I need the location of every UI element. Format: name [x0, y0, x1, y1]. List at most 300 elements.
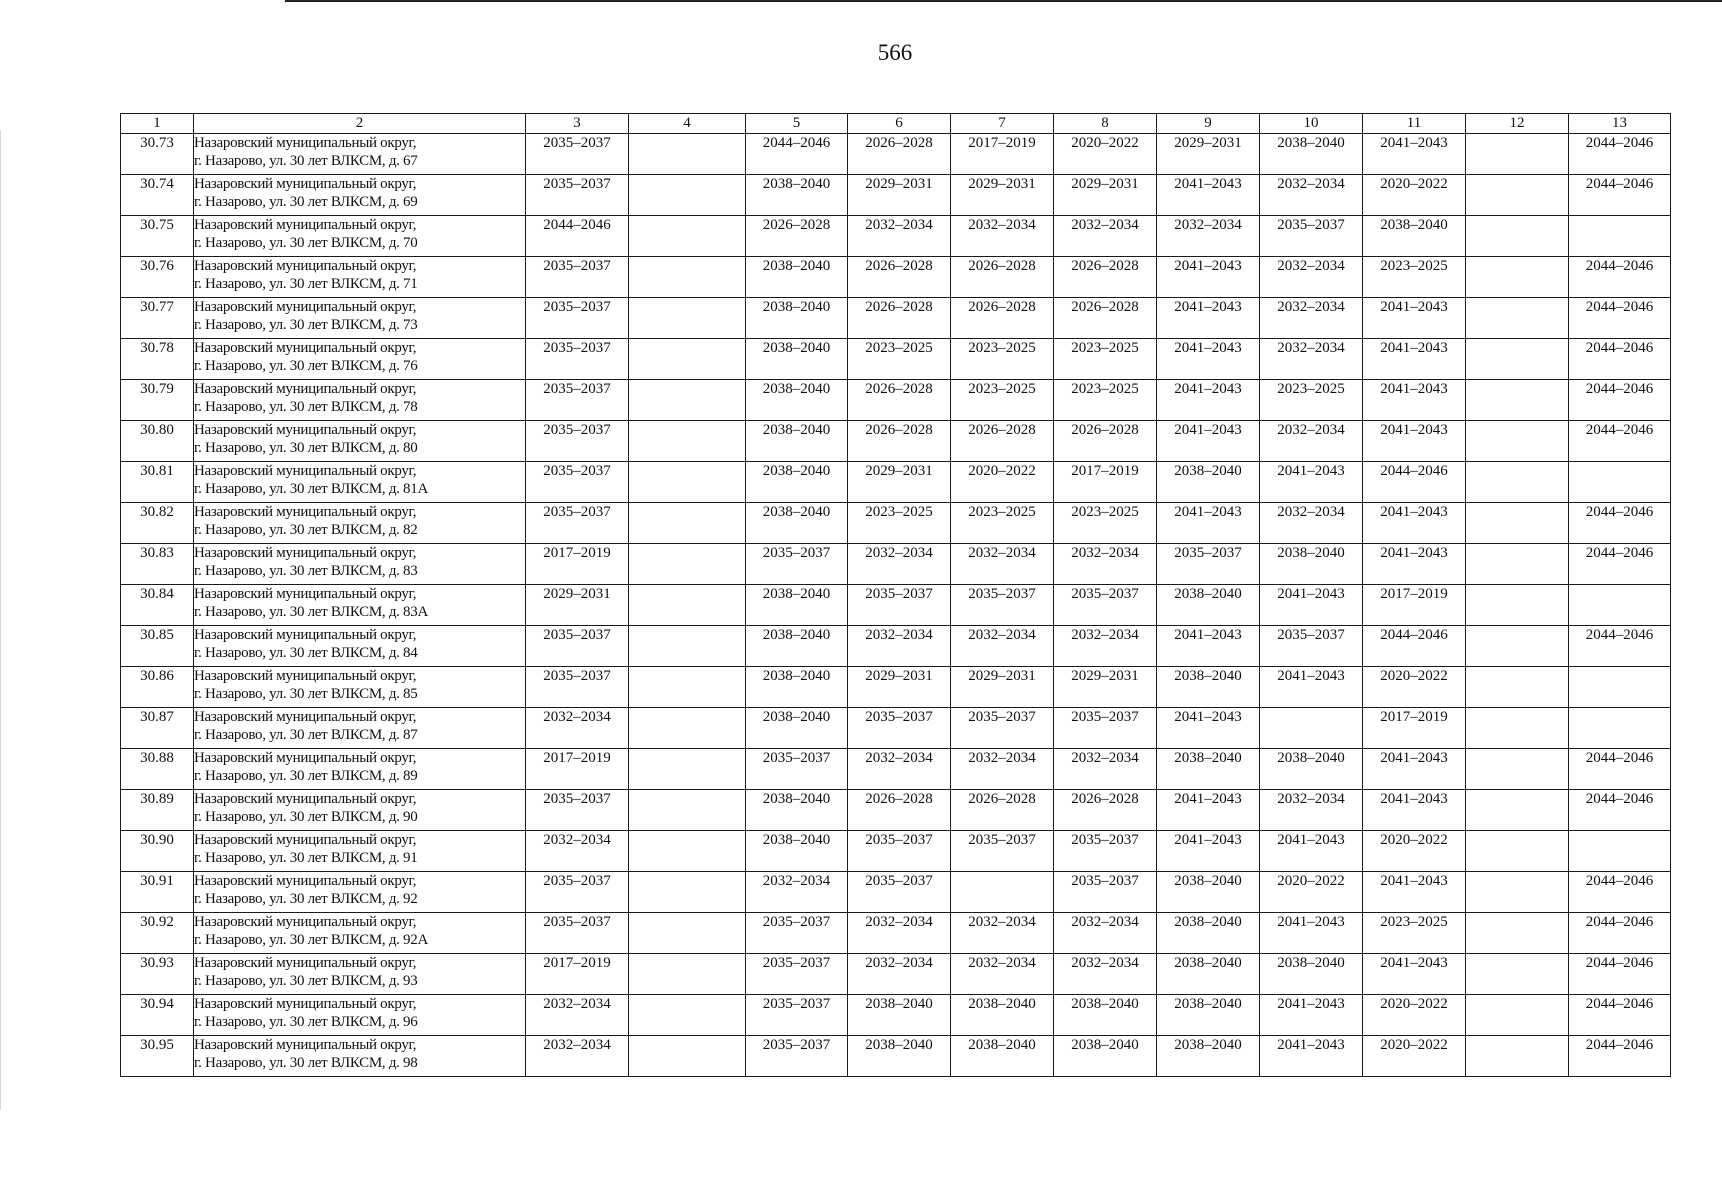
address-district: Назаровский муниципальный округ, — [194, 955, 417, 971]
year-range-cell — [1466, 503, 1569, 544]
address-district: Назаровский муниципальный округ, — [194, 832, 417, 848]
year-range-cell: 2041–2043 — [1363, 298, 1466, 339]
year-range-cell: 2035–2037 — [526, 298, 629, 339]
year-range-cell: 2035–2037 — [746, 954, 848, 995]
year-range-cell — [629, 872, 746, 913]
year-range-cell — [629, 257, 746, 298]
year-range-cell: 2032–2034 — [1157, 216, 1260, 257]
year-range-cell: 2035–2037 — [526, 257, 629, 298]
address-street: г. Назарово, ул. 30 лет ВЛКСМ, д. 69 — [194, 194, 418, 210]
address-district: Назаровский муниципальный округ, — [194, 1037, 417, 1053]
address-street: г. Назарово, ул. 30 лет ВЛКСМ, д. 67 — [194, 153, 418, 169]
year-range-cell: 2032–2034 — [1054, 749, 1157, 790]
address-cell — [194, 298, 526, 339]
year-range-cell: 2020–2022 — [1363, 667, 1466, 708]
year-range-cell: 2038–2040 — [1260, 544, 1363, 585]
year-range-cell: 2038–2040 — [746, 298, 848, 339]
year-range-cell: 2035–2037 — [1054, 872, 1157, 913]
year-range-cell: 2032–2034 — [526, 708, 629, 749]
column-header: 3 — [526, 114, 629, 134]
year-range-cell: 2041–2043 — [1157, 421, 1260, 462]
row-number: 30.94 — [121, 995, 194, 1036]
year-range-cell: 2044–2046 — [1569, 544, 1671, 585]
year-range-cell: 2041–2043 — [1157, 175, 1260, 216]
table-row — [121, 216, 1671, 257]
year-range-cell: 2038–2040 — [1157, 667, 1260, 708]
column-header: 9 — [1157, 114, 1260, 134]
year-range-cell: 2026–2028 — [1054, 421, 1157, 462]
address-cell — [194, 790, 526, 831]
year-range-cell: 2041–2043 — [1157, 257, 1260, 298]
year-range-cell — [1466, 339, 1569, 380]
table-row — [121, 380, 1671, 421]
year-range-cell: 2044–2046 — [1569, 175, 1671, 216]
year-range-cell — [1466, 1036, 1569, 1077]
address-street: г. Назарово, ул. 30 лет ВЛКСМ, д. 98 — [194, 1055, 418, 1071]
address-cell — [194, 872, 526, 913]
year-range-cell: 2041–2043 — [1260, 913, 1363, 954]
year-range-cell — [629, 421, 746, 462]
address-street: г. Назарово, ул. 30 лет ВЛКСМ, д. 84 — [194, 645, 418, 661]
address-district: Назаровский муниципальный округ, — [194, 914, 417, 930]
row-number: 30.88 — [121, 749, 194, 790]
year-range-cell: 2035–2037 — [1157, 544, 1260, 585]
year-range-cell: 2035–2037 — [526, 175, 629, 216]
year-range-cell: 2044–2046 — [526, 216, 629, 257]
address-cell — [194, 462, 526, 503]
address-district: Назаровский муниципальный округ, — [194, 299, 417, 315]
year-range-cell: 2026–2028 — [848, 421, 951, 462]
year-range-cell: 2017–2019 — [526, 749, 629, 790]
year-range-cell — [1466, 216, 1569, 257]
year-range-cell — [1466, 995, 1569, 1036]
year-range-cell: 2041–2043 — [1157, 831, 1260, 872]
year-range-cell: 2044–2046 — [1569, 257, 1671, 298]
year-range-cell: 2026–2028 — [951, 790, 1054, 831]
year-range-cell: 2038–2040 — [746, 667, 848, 708]
year-range-cell: 2032–2034 — [951, 216, 1054, 257]
year-range-cell: 2035–2037 — [526, 913, 629, 954]
year-range-cell — [1569, 462, 1671, 503]
year-range-cell: 2023–2025 — [1054, 503, 1157, 544]
year-range-cell: 2044–2046 — [1569, 421, 1671, 462]
address-district: Назаровский муниципальный округ, — [194, 463, 417, 479]
row-number: 30.77 — [121, 298, 194, 339]
year-range-cell: 2035–2037 — [526, 626, 629, 667]
year-range-cell — [1466, 298, 1569, 339]
year-range-cell: 2035–2037 — [746, 749, 848, 790]
year-range-cell: 2017–2019 — [1363, 708, 1466, 749]
year-range-cell — [1466, 790, 1569, 831]
row-number: 30.90 — [121, 831, 194, 872]
table-row — [121, 790, 1671, 831]
year-range-cell: 2044–2046 — [1569, 790, 1671, 831]
address-street: г. Назарово, ул. 30 лет ВЛКСМ, д. 81А — [194, 481, 428, 497]
year-range-cell — [1466, 831, 1569, 872]
address-district: Назаровский муниципальный округ, — [194, 340, 417, 356]
address-cell — [194, 749, 526, 790]
table-row — [121, 257, 1671, 298]
year-range-cell: 2038–2040 — [746, 339, 848, 380]
year-range-cell: 2032–2034 — [1260, 298, 1363, 339]
year-range-cell: 2044–2046 — [1569, 954, 1671, 995]
year-range-cell: 2038–2040 — [746, 503, 848, 544]
year-range-cell: 2038–2040 — [746, 257, 848, 298]
year-range-cell — [629, 462, 746, 503]
year-range-cell — [1569, 585, 1671, 626]
year-range-cell — [629, 175, 746, 216]
year-range-cell — [629, 790, 746, 831]
row-number: 30.76 — [121, 257, 194, 298]
address-street: г. Назарово, ул. 30 лет ВЛКСМ, д. 85 — [194, 686, 418, 702]
year-range-cell: 2026–2028 — [1054, 790, 1157, 831]
year-range-cell: 2032–2034 — [848, 749, 951, 790]
year-range-cell: 2032–2034 — [951, 749, 1054, 790]
year-range-cell — [1466, 175, 1569, 216]
row-number: 30.91 — [121, 872, 194, 913]
address-cell — [194, 503, 526, 544]
year-range-cell — [1466, 585, 1569, 626]
address-district: Назаровский муниципальный округ, — [194, 750, 417, 766]
year-range-cell: 2038–2040 — [1157, 1036, 1260, 1077]
year-range-cell: 2026–2028 — [848, 790, 951, 831]
address-cell — [194, 1036, 526, 1077]
row-number: 30.87 — [121, 708, 194, 749]
year-range-cell — [1466, 708, 1569, 749]
year-range-cell: 2038–2040 — [1054, 995, 1157, 1036]
year-range-cell: 2035–2037 — [746, 913, 848, 954]
address-street: г. Назарово, ул. 30 лет ВЛКСМ, д. 90 — [194, 809, 418, 825]
year-range-cell: 2035–2037 — [848, 585, 951, 626]
year-range-cell: 2032–2034 — [848, 216, 951, 257]
address-cell — [194, 544, 526, 585]
year-range-cell: 2041–2043 — [1260, 1036, 1363, 1077]
year-range-cell — [629, 831, 746, 872]
column-header: 6 — [848, 114, 951, 134]
year-range-cell: 2038–2040 — [1157, 872, 1260, 913]
year-range-cell: 2035–2037 — [1260, 216, 1363, 257]
year-range-cell — [629, 585, 746, 626]
address-district: Назаровский муниципальный округ, — [194, 545, 417, 561]
year-range-cell: 2041–2043 — [1260, 831, 1363, 872]
year-range-cell: 2038–2040 — [1157, 462, 1260, 503]
year-range-cell: 2023–2025 — [1054, 339, 1157, 380]
year-range-cell: 2041–2043 — [1260, 462, 1363, 503]
year-range-cell — [629, 380, 746, 421]
year-range-cell — [629, 954, 746, 995]
year-range-cell: 2035–2037 — [526, 790, 629, 831]
year-range-cell: 2026–2028 — [1054, 257, 1157, 298]
year-range-cell: 2035–2037 — [848, 831, 951, 872]
row-number: 30.81 — [121, 462, 194, 503]
year-range-cell: 2038–2040 — [951, 995, 1054, 1036]
year-range-cell: 2023–2025 — [951, 503, 1054, 544]
year-range-cell: 2032–2034 — [1054, 216, 1157, 257]
year-range-cell: 2032–2034 — [1260, 790, 1363, 831]
year-range-cell — [1466, 421, 1569, 462]
year-range-cell: 2035–2037 — [848, 872, 951, 913]
year-range-cell: 2029–2031 — [951, 175, 1054, 216]
table-row — [121, 954, 1671, 995]
year-range-cell — [629, 708, 746, 749]
address-cell — [194, 831, 526, 872]
address-cell — [194, 995, 526, 1036]
table-row — [121, 913, 1671, 954]
year-range-cell: 2038–2040 — [746, 175, 848, 216]
year-range-cell: 2035–2037 — [526, 503, 629, 544]
address-cell — [194, 134, 526, 175]
column-header: 8 — [1054, 114, 1157, 134]
year-range-cell: 2023–2025 — [951, 339, 1054, 380]
address-street: г. Назарово, ул. 30 лет ВЛКСМ, д. 70 — [194, 235, 418, 251]
year-range-cell — [629, 134, 746, 175]
year-range-cell: 2044–2046 — [1569, 749, 1671, 790]
year-range-cell: 2035–2037 — [1054, 831, 1157, 872]
table-body — [121, 134, 1671, 1077]
year-range-cell: 2038–2040 — [1157, 954, 1260, 995]
year-range-cell: 2035–2037 — [848, 708, 951, 749]
year-range-cell: 2032–2034 — [1054, 626, 1157, 667]
table-row — [121, 462, 1671, 503]
year-range-cell: 2017–2019 — [526, 954, 629, 995]
table-row — [121, 175, 1671, 216]
year-range-cell: 2038–2040 — [746, 585, 848, 626]
year-range-cell: 2029–2031 — [1157, 134, 1260, 175]
year-range-cell: 2032–2034 — [1054, 954, 1157, 995]
year-range-cell — [629, 503, 746, 544]
year-range-cell — [1466, 913, 1569, 954]
year-range-cell: 2032–2034 — [848, 913, 951, 954]
year-range-cell: 2038–2040 — [1157, 585, 1260, 626]
row-number: 30.84 — [121, 585, 194, 626]
year-range-cell — [1466, 544, 1569, 585]
year-range-cell: 2020–2022 — [1054, 134, 1157, 175]
year-range-cell: 2041–2043 — [1363, 872, 1466, 913]
year-range-cell: 2017–2019 — [526, 544, 629, 585]
year-range-cell: 2041–2043 — [1260, 667, 1363, 708]
address-district: Назаровский муниципальный округ, — [194, 586, 417, 602]
address-street: г. Назарово, ул. 30 лет ВЛКСМ, д. 82 — [194, 522, 418, 538]
year-range-cell: 2044–2046 — [1363, 462, 1466, 503]
address-cell — [194, 585, 526, 626]
year-range-cell: 2029–2031 — [848, 462, 951, 503]
table-row — [121, 667, 1671, 708]
table-row — [121, 134, 1671, 175]
table-row — [121, 626, 1671, 667]
year-range-cell — [629, 749, 746, 790]
year-range-cell: 2044–2046 — [1569, 339, 1671, 380]
year-range-cell: 2023–2025 — [1363, 257, 1466, 298]
year-range-cell — [1260, 708, 1363, 749]
address-cell — [194, 421, 526, 462]
year-range-cell: 2032–2034 — [1260, 421, 1363, 462]
column-header: 13 — [1569, 114, 1671, 134]
row-number: 30.93 — [121, 954, 194, 995]
page-number: 566 — [877, 40, 913, 65]
year-range-cell: 2038–2040 — [848, 1036, 951, 1077]
year-range-cell: 2029–2031 — [951, 667, 1054, 708]
year-range-cell: 2044–2046 — [1569, 134, 1671, 175]
year-range-cell: 2032–2034 — [951, 626, 1054, 667]
year-range-cell: 2041–2043 — [1157, 298, 1260, 339]
year-range-cell: 2044–2046 — [1569, 872, 1671, 913]
year-range-cell — [1466, 134, 1569, 175]
year-range-cell — [629, 667, 746, 708]
row-number: 30.80 — [121, 421, 194, 462]
year-range-cell: 2032–2034 — [526, 995, 629, 1036]
year-range-cell: 2038–2040 — [1157, 995, 1260, 1036]
year-range-cell — [1569, 216, 1671, 257]
year-range-cell: 2035–2037 — [526, 339, 629, 380]
year-range-cell: 2020–2022 — [1363, 995, 1466, 1036]
year-range-cell: 2026–2028 — [746, 216, 848, 257]
row-number: 30.85 — [121, 626, 194, 667]
table-row — [121, 995, 1671, 1036]
year-range-cell: 2038–2040 — [746, 626, 848, 667]
row-number: 30.75 — [121, 216, 194, 257]
year-range-cell: 2038–2040 — [1260, 954, 1363, 995]
top-rule — [285, 0, 1722, 2]
year-range-cell — [1569, 831, 1671, 872]
address-street: г. Назарово, ул. 30 лет ВЛКСМ, д. 80 — [194, 440, 418, 456]
row-number: 30.79 — [121, 380, 194, 421]
year-range-cell — [1466, 462, 1569, 503]
table-row — [121, 503, 1671, 544]
year-range-cell: 2032–2034 — [951, 954, 1054, 995]
year-range-cell: 2044–2046 — [1569, 503, 1671, 544]
address-district: Назаровский муниципальный округ, — [194, 873, 417, 889]
year-range-cell: 2032–2034 — [848, 544, 951, 585]
address-street: г. Назарово, ул. 30 лет ВЛКСМ, д. 92 — [194, 891, 418, 907]
year-range-cell: 2041–2043 — [1363, 503, 1466, 544]
year-range-cell: 2023–2025 — [951, 380, 1054, 421]
year-range-cell: 2035–2037 — [1054, 585, 1157, 626]
year-range-cell: 2032–2034 — [1260, 503, 1363, 544]
year-range-cell — [629, 913, 746, 954]
year-range-cell: 2032–2034 — [951, 544, 1054, 585]
year-range-cell — [629, 995, 746, 1036]
address-cell — [194, 380, 526, 421]
year-range-cell: 2026–2028 — [848, 380, 951, 421]
address-street: г. Назарово, ул. 30 лет ВЛКСМ, д. 83А — [194, 604, 428, 620]
year-range-cell — [951, 872, 1054, 913]
year-range-cell — [1466, 380, 1569, 421]
year-range-cell: 2020–2022 — [1363, 831, 1466, 872]
address-street: г. Назарово, ул. 30 лет ВЛКСМ, д. 96 — [194, 1014, 418, 1030]
year-range-cell: 2044–2046 — [1569, 913, 1671, 954]
year-range-cell — [629, 339, 746, 380]
year-range-cell: 2026–2028 — [848, 257, 951, 298]
year-range-cell: 2032–2034 — [1054, 544, 1157, 585]
row-number: 30.73 — [121, 134, 194, 175]
year-range-cell: 2044–2046 — [1569, 995, 1671, 1036]
column-header: 10 — [1260, 114, 1363, 134]
year-range-cell: 2035–2037 — [526, 421, 629, 462]
year-range-cell — [1466, 872, 1569, 913]
year-range-cell: 2041–2043 — [1157, 380, 1260, 421]
year-range-cell: 2038–2040 — [746, 380, 848, 421]
address-cell — [194, 954, 526, 995]
row-number: 30.83 — [121, 544, 194, 585]
year-range-cell — [1569, 667, 1671, 708]
year-range-cell: 2038–2040 — [746, 708, 848, 749]
year-range-cell: 2017–2019 — [1363, 585, 1466, 626]
year-range-cell: 2041–2043 — [1363, 749, 1466, 790]
row-number: 30.78 — [121, 339, 194, 380]
year-range-cell: 2035–2037 — [1260, 626, 1363, 667]
year-range-cell: 2044–2046 — [1569, 298, 1671, 339]
year-range-cell — [1466, 667, 1569, 708]
year-range-cell: 2038–2040 — [1260, 134, 1363, 175]
year-range-cell: 2038–2040 — [746, 462, 848, 503]
year-range-cell — [1466, 954, 1569, 995]
address-cell — [194, 708, 526, 749]
year-range-cell: 2035–2037 — [526, 872, 629, 913]
address-cell — [194, 175, 526, 216]
year-range-cell: 2023–2025 — [848, 503, 951, 544]
year-range-cell: 2032–2034 — [848, 954, 951, 995]
address-cell — [194, 339, 526, 380]
year-range-cell: 2035–2037 — [951, 708, 1054, 749]
table-row — [121, 585, 1671, 626]
row-number: 30.95 — [121, 1036, 194, 1077]
address-street: г. Назарово, ул. 30 лет ВЛКСМ, д. 73 — [194, 317, 418, 333]
year-range-cell: 2041–2043 — [1363, 134, 1466, 175]
year-range-cell — [629, 1036, 746, 1077]
year-range-cell: 2020–2022 — [1363, 175, 1466, 216]
table-row — [121, 872, 1671, 913]
column-header: 11 — [1363, 114, 1466, 134]
address-street: г. Назарово, ул. 30 лет ВЛКСМ, д. 91 — [194, 850, 418, 866]
year-range-cell: 2044–2046 — [1569, 380, 1671, 421]
address-street: г. Назарово, ул. 30 лет ВЛКСМ, д. 76 — [194, 358, 418, 374]
year-range-cell: 2026–2028 — [848, 134, 951, 175]
column-header: 12 — [1466, 114, 1569, 134]
year-range-cell: 2041–2043 — [1363, 544, 1466, 585]
year-range-cell: 2038–2040 — [1260, 749, 1363, 790]
year-range-cell: 2032–2034 — [1054, 913, 1157, 954]
year-range-cell: 2044–2046 — [1569, 1036, 1671, 1077]
table-row — [121, 339, 1671, 380]
year-range-cell: 2020–2022 — [1363, 1036, 1466, 1077]
year-range-cell: 2026–2028 — [1054, 298, 1157, 339]
year-range-cell: 2035–2037 — [1054, 708, 1157, 749]
year-range-cell: 2020–2022 — [1260, 872, 1363, 913]
row-number: 30.89 — [121, 790, 194, 831]
year-range-cell — [629, 626, 746, 667]
address-district: Назаровский муниципальный округ, — [194, 627, 417, 643]
address-street: г. Назарово, ул. 30 лет ВЛКСМ, д. 93 — [194, 973, 418, 989]
year-range-cell: 2026–2028 — [848, 298, 951, 339]
year-range-cell: 2020–2022 — [951, 462, 1054, 503]
year-range-cell: 2026–2028 — [951, 257, 1054, 298]
year-range-cell: 2041–2043 — [1157, 503, 1260, 544]
year-range-cell: 2044–2046 — [746, 134, 848, 175]
year-range-cell: 2029–2031 — [526, 585, 629, 626]
year-range-cell: 2041–2043 — [1363, 954, 1466, 995]
year-range-cell: 2023–2025 — [1054, 380, 1157, 421]
year-range-cell: 2032–2034 — [526, 1036, 629, 1077]
row-number: 30.74 — [121, 175, 194, 216]
year-range-cell: 2035–2037 — [951, 831, 1054, 872]
address-district: Назаровский муниципальный округ, — [194, 791, 417, 807]
column-header: 1 — [121, 114, 194, 134]
column-header: 7 — [951, 114, 1054, 134]
address-street: г. Назарово, ул. 30 лет ВЛКСМ, д. 87 — [194, 727, 418, 743]
year-range-cell: 2029–2031 — [848, 175, 951, 216]
table-row — [121, 298, 1671, 339]
schedule-table — [120, 113, 1671, 1077]
